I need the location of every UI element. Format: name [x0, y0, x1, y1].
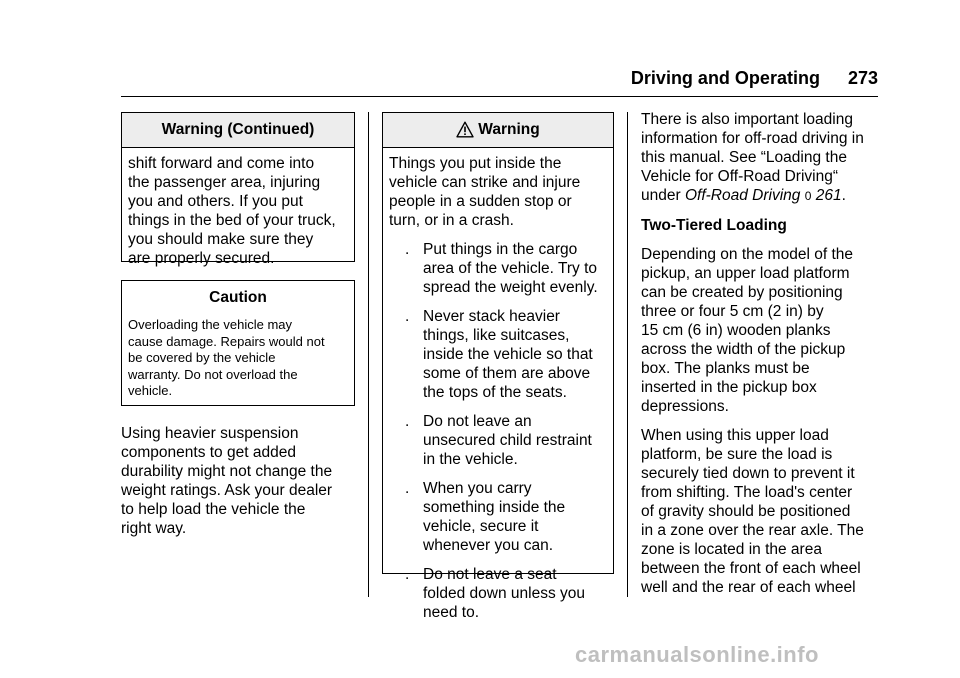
warning-continued-text: [122, 148, 354, 268]
column-divider-right: [627, 112, 628, 597]
suspension-paragraph: [121, 424, 361, 538]
text-line: some of them are above: [423, 365, 591, 382]
caution-title: Caution: [122, 281, 354, 315]
text-line: you should make sure they: [128, 231, 314, 248]
list-item: [389, 412, 607, 469]
text-line: When you carry: [423, 480, 532, 497]
text-line: depressions.: [641, 398, 729, 415]
text-line: platform, be sure the load is: [641, 446, 833, 463]
warning-title-bar: [383, 113, 613, 148]
text-line: are properly secured.: [128, 250, 275, 267]
loading-info-paragraph: [641, 110, 886, 206]
text-line: inside the vehicle so that: [423, 346, 593, 363]
section-title: Driving and Operating: [630, 68, 820, 88]
text-line: weight ratings. Ask your dealer: [121, 482, 333, 499]
warning-bullet-list: [389, 240, 607, 622]
text-line: things, like suitcases,: [423, 327, 570, 344]
upper-platform-paragraph: [641, 426, 886, 597]
section-subheading: Two-Tiered Loading: [641, 217, 787, 234]
list-item: [389, 479, 607, 555]
page-reference-icon: 0: [804, 189, 812, 203]
caution-box: [121, 280, 355, 406]
list-item: [389, 565, 607, 622]
text-line: of gravity should be positioned: [641, 503, 851, 520]
warning-title: Warning: [478, 121, 540, 138]
text-line: in the vehicle.: [423, 451, 518, 468]
text-line: warranty. Do not overload the: [128, 366, 298, 382]
text-line: between the front of each wheel: [641, 560, 861, 577]
text-line: area of the vehicle. Try to: [423, 260, 598, 277]
warning-triangle-icon: [456, 121, 474, 138]
text-line: folded down unless you: [423, 585, 586, 602]
text-line: across the width of the pickup: [641, 341, 846, 358]
text-line: things in the bed of your truck,: [128, 212, 336, 229]
text-line: turn, or in a crash.: [389, 212, 514, 229]
text-line: Vehicle for Off-Road Driving“: [641, 168, 838, 185]
text-line: the passenger area, injuring: [128, 174, 321, 191]
page-number: 273: [847, 68, 878, 88]
ref-prefix: under: [641, 187, 685, 204]
text-line: be covered by the vehicle: [128, 350, 276, 365]
page-header: [631, 68, 878, 89]
text-line: There is also important loading: [641, 111, 853, 128]
text-line: Do not leave a seat: [423, 566, 557, 583]
text-line: cause damage. Repairs would not: [128, 333, 325, 349]
bullet-mark: .: [405, 566, 410, 583]
bullet-mark: .: [405, 241, 410, 258]
text-line: vehicle.: [128, 383, 173, 398]
text-line: information for off-road driving in: [641, 130, 864, 147]
cross-reference-page[interactable]: 261: [815, 187, 842, 204]
text-line: right way.: [121, 520, 187, 537]
text-line: box. The planks must be: [641, 360, 810, 377]
bullet-mark: .: [405, 308, 410, 325]
warning-text: [383, 148, 613, 622]
text-line: you and others. If you put: [128, 193, 303, 210]
text-line: Overloading the vehicle may: [128, 317, 293, 332]
text-line: people in a sudden stop or: [389, 193, 572, 210]
text-line: When using this upper load: [641, 427, 829, 444]
text-line: Do not leave an: [423, 413, 532, 430]
text-line: spread the weight evenly.: [423, 279, 598, 296]
text-line: 15 cm (6 in) wooden planks: [641, 322, 831, 339]
text-line: whenever you can.: [423, 537, 554, 554]
two-tier-paragraph: [641, 245, 886, 416]
caution-text: [122, 315, 354, 400]
text-line: well and the rear of each wheel: [641, 579, 856, 596]
text-line: [641, 186, 886, 206]
warning-box: [382, 112, 614, 621]
text-line: inserted in the pickup box: [641, 379, 817, 396]
text-line: need to.: [423, 604, 480, 621]
text-line: components to get added: [121, 444, 296, 461]
right-column: [641, 110, 886, 597]
text-line: unsecured child restraint: [423, 432, 592, 449]
watermark-text: carmanualsonline.info: [575, 642, 819, 667]
text-line: zone is located in the area: [641, 541, 822, 558]
list-item: [389, 307, 607, 402]
ref-suffix: .: [841, 187, 846, 204]
text-line: to help load the vehicle the: [121, 501, 306, 518]
text-line: shift forward and come into: [128, 155, 315, 172]
text-line: three or four 5 cm (2 in) by: [641, 303, 824, 320]
cross-reference-link[interactable]: Off-Road Driving: [684, 187, 801, 204]
warning-continued-title: Warning (Continued): [122, 113, 354, 148]
bullet-mark: .: [405, 480, 410, 497]
text-line: Depending on the model of the: [641, 246, 853, 263]
text-line: vehicle can strike and injure: [389, 174, 581, 191]
text-line: Things you put inside the: [389, 155, 562, 172]
header-rule: [121, 96, 878, 97]
bullet-mark: .: [405, 413, 410, 430]
text-line: from shifting. The load's center: [641, 484, 853, 501]
text-line: the tops of the seats.: [423, 384, 567, 401]
text-line: this manual. See “Loading the: [641, 149, 847, 166]
text-line: in a zone over the rear axle. The: [641, 522, 864, 539]
list-item: [389, 240, 607, 297]
text-line: Never stack heavier: [423, 308, 560, 325]
text-line: Put things in the cargo: [423, 241, 578, 258]
text-line: Using heavier suspension: [121, 425, 299, 442]
text-line: securely tied down to prevent it: [641, 465, 855, 482]
warning-continued-box: [121, 112, 355, 267]
text-line: can be created by positioning: [641, 284, 843, 301]
text-line: vehicle, secure it: [423, 518, 539, 535]
column-divider-left: [368, 112, 369, 597]
text-line: pickup, an upper load platform: [641, 265, 850, 282]
text-line: durability might not change the: [121, 463, 333, 480]
text-line: something inside the: [423, 499, 566, 516]
